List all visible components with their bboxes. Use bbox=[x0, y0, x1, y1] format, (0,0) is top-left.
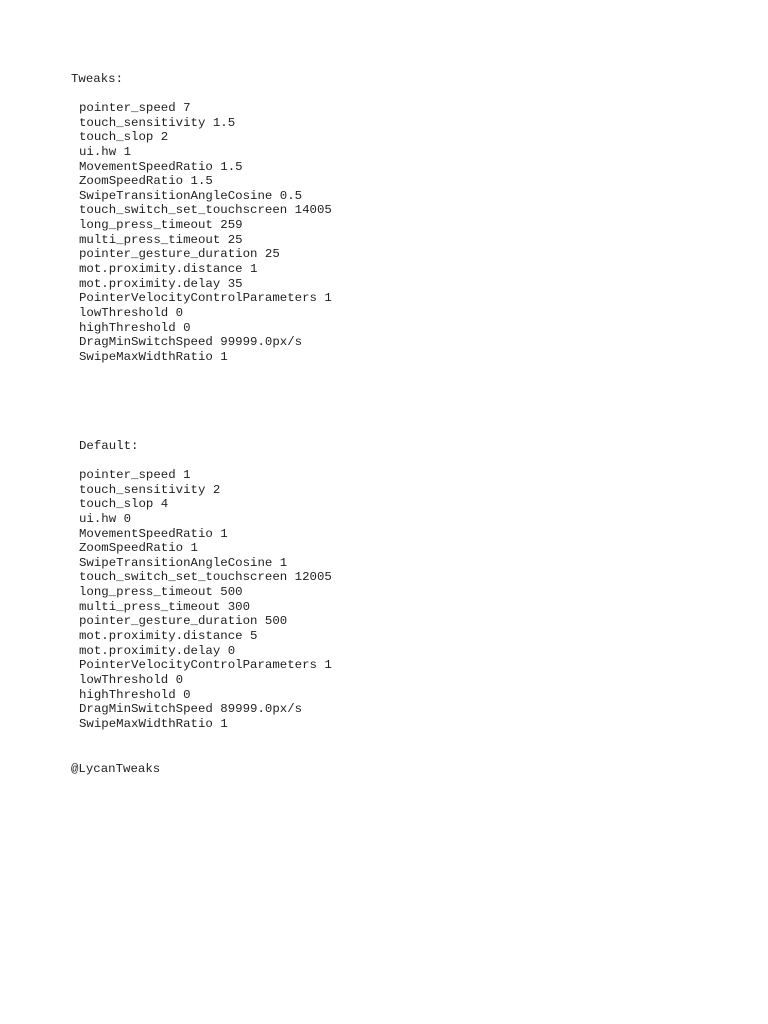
default-item: touch_sensitivity 2 bbox=[79, 482, 221, 497]
default-item: pointer_gesture_duration 500 bbox=[79, 614, 288, 629]
tweaks-item: mot.proximity.distance 1 bbox=[79, 262, 258, 277]
default-item: SwipeTransitionAngleCosine 1 bbox=[79, 555, 288, 570]
tweaks-item: multi_press_timeout 25 bbox=[79, 232, 243, 247]
default-item: multi_press_timeout 300 bbox=[79, 599, 251, 614]
tweaks-item: touch_sensitivity 1.5 bbox=[79, 115, 236, 130]
tweaks-item: ZoomSpeedRatio 1.5 bbox=[79, 174, 213, 189]
tweaks-item: touch_slop 2 bbox=[79, 130, 169, 145]
tweaks-item: PointerVelocityControlParameters 1 bbox=[79, 291, 332, 306]
tweaks-item: pointer_gesture_duration 25 bbox=[79, 247, 280, 262]
tweaks-item: pointer_speed 7 bbox=[79, 101, 191, 115]
tweaks-item: long_press_timeout 259 bbox=[79, 218, 243, 233]
tweaks-item: highThreshold 0 bbox=[79, 320, 191, 335]
tweaks-heading: Tweaks: bbox=[71, 72, 124, 86]
default-item: long_press_timeout 500 bbox=[79, 585, 243, 600]
default-item: MovementSpeedRatio 1 bbox=[79, 526, 228, 541]
footer-handle: @LycanTweaks bbox=[71, 762, 161, 776]
default-item: mot.proximity.delay 0 bbox=[79, 643, 236, 658]
default-item: highThreshold 0 bbox=[79, 687, 191, 702]
tweaks-item: SwipeMaxWidthRatio 1 bbox=[79, 349, 228, 364]
default-item: ZoomSpeedRatio 1 bbox=[79, 541, 198, 556]
default-item: ui.hw 0 bbox=[79, 511, 132, 526]
default-item: mot.proximity.distance 5 bbox=[79, 629, 258, 644]
default-item: touch_switch_set_touchscreen 12005 bbox=[79, 570, 332, 585]
tweaks-item: MovementSpeedRatio 1.5 bbox=[79, 159, 243, 174]
tweaks-item: ui.hw 1 bbox=[79, 144, 132, 159]
default-item: lowThreshold 0 bbox=[79, 672, 184, 687]
tweaks-item: DragMinSwitchSpeed 99999.0px/s bbox=[79, 335, 303, 350]
default-item: touch_slop 4 bbox=[79, 497, 169, 512]
tweaks-item: SwipeTransitionAngleCosine 0.5 bbox=[79, 188, 303, 203]
default-item: pointer_speed 1 bbox=[79, 468, 191, 482]
tweaks-list bbox=[79, 101, 332, 365]
default-item: DragMinSwitchSpeed 89999.0px/s bbox=[79, 702, 303, 717]
default-list bbox=[79, 468, 332, 732]
tweaks-item: touch_switch_set_touchscreen 14005 bbox=[79, 203, 332, 218]
default-item: SwipeMaxWidthRatio 1 bbox=[79, 716, 228, 731]
default-item: PointerVelocityControlParameters 1 bbox=[79, 658, 332, 673]
default-heading: Default: bbox=[79, 439, 139, 453]
tweaks-item: lowThreshold 0 bbox=[79, 305, 184, 320]
tweaks-item: mot.proximity.delay 35 bbox=[79, 276, 243, 291]
